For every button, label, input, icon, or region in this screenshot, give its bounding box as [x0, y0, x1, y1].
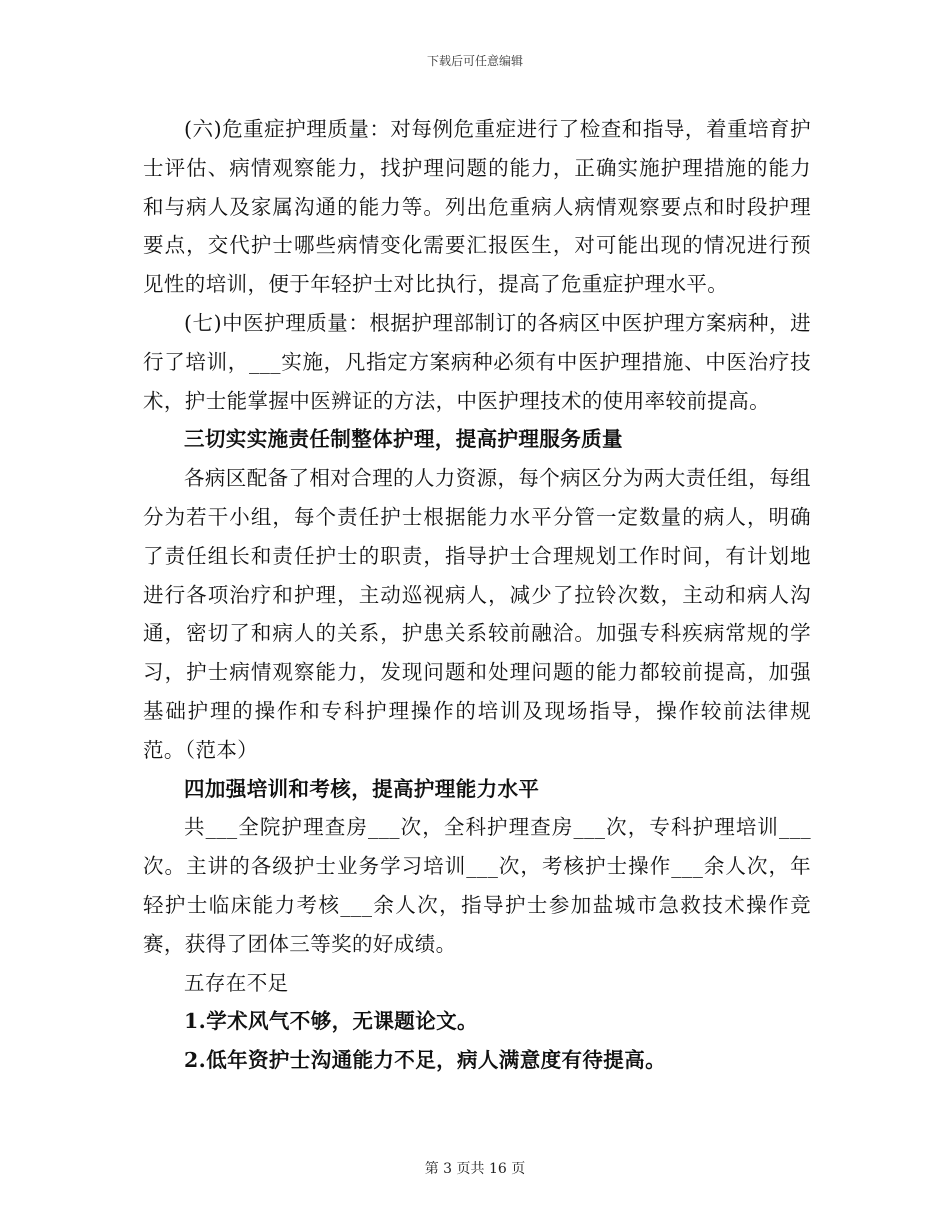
- section-heading-shortcomings: 五存在不足: [184, 970, 289, 995]
- paragraph-critical-care-quality: (六)危重症护理质量：对每例危重症进行了检查和指导，着重培育护士评估、病情观察能力，找护理问题的能力，正确实施护理措施的能力和与病人及家属沟通的能力等。列出危重病人病情观察要点和时段护理要点，交代护士哪些病情变化需要汇报医生，对可能出现的情况进行预见性的培训，便于年轻护士对比执行，提高了危重症护理水平。: [143, 117, 811, 297]
- page-header: 下载后可任意编辑: [426, 54, 523, 68]
- paragraph-training-assessment: 共___全院护理查房___次，全科护理查房___次，专科护理培训___次。主讲的各级护士业务学习培训___次，考核护士操作___余人次，年轻护士临床能力考核___余人次，指导护士参加盐城市急救技术操作竞赛，获得了团体三等奖的好成绩。: [143, 815, 811, 956]
- section-heading-training-assessment: 四加强培训和考核，提高护理能力水平: [184, 776, 540, 801]
- paragraph-responsibility-nursing: 各病区配备了相对合理的人力资源，每个病区分为两大责任组，每组分为若干小组，每个责任护士根据能力水平分管一定数量的病人，明确了责任组长和责任护士的职责，指导护士合理规划工作时间，有计划地进行各项治疗和护理，主动巡视病人，减少了拉铃次数，主动和病人沟通，密切了和病人的关系，护患关系较前融洽。加强专科疾病常规的学习，护士病情观察能力，发现问题和处理问题的能力都较前提高，加强基础护理的操作和专科护理操作的培训及现场指导，操作较前法律规范。（范本）: [143, 466, 811, 762]
- section-heading-responsibility-nursing: 三切实实施责任制整体护理，提高护理服务质量: [184, 427, 623, 452]
- document-body: [143, 110, 811, 1080]
- page-number: 第 3 页共 16 页: [424, 1161, 526, 1177]
- paragraph-tcm-nursing-quality: (七)中医护理质量：根据护理部制订的各病区中医护理方案病种，进行了培训，___实施，凡指定方案病种必须有中医护理措施、中医治疗技术，护士能掌握中医辨证的方法，中医护理技术的使用率较前提高。: [143, 310, 811, 413]
- shortcoming-item-1: 1.学术风气不够，无课题论文。: [184, 1009, 478, 1034]
- shortcoming-item-2: 2.低年资护士沟通能力不足，病人满意度有待提高。: [184, 1048, 666, 1073]
